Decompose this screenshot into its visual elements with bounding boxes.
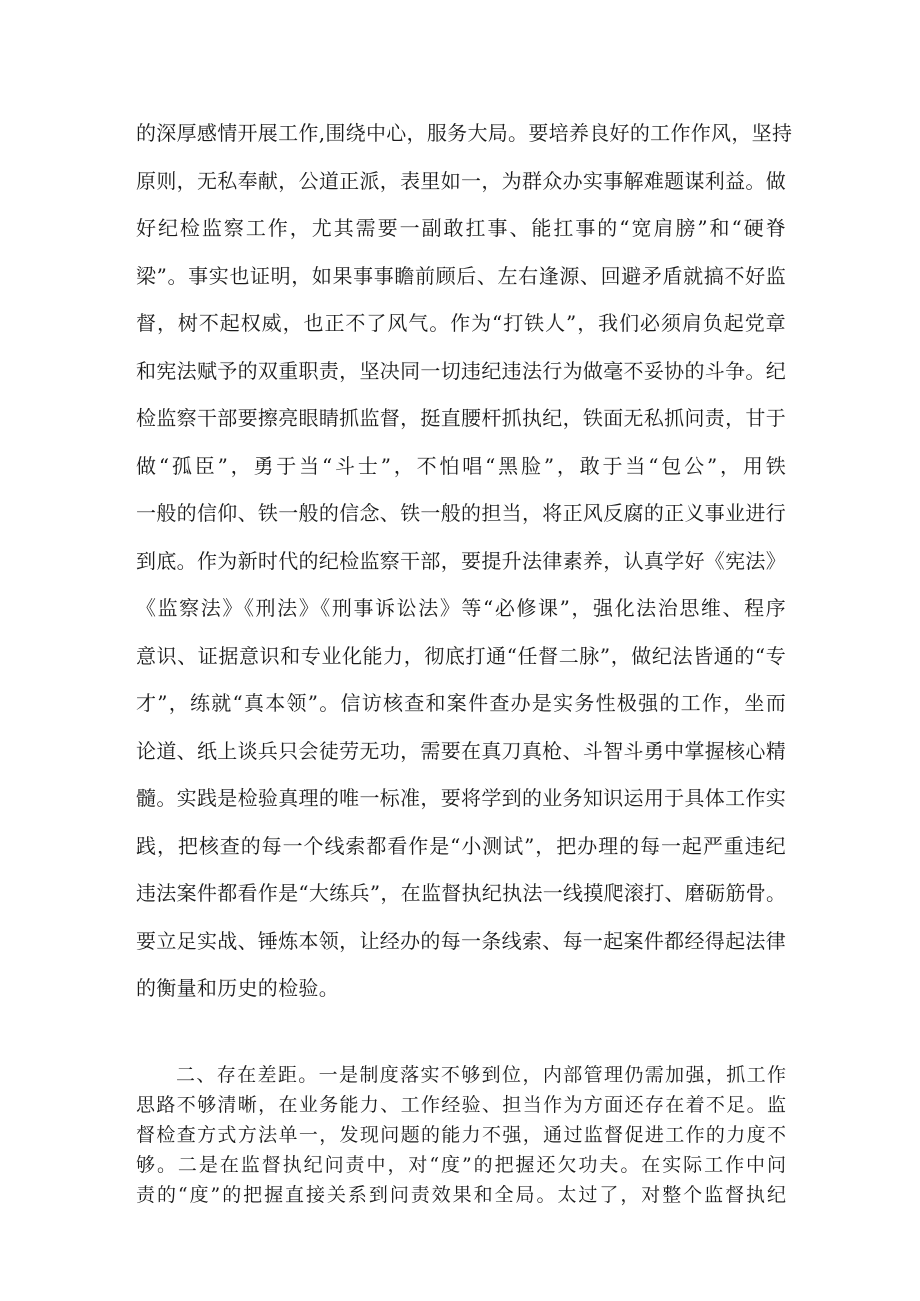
text-line: 思路不够清晰，在业务能力、工作经验、担当作为方面还存在着不足。监 [136, 1094, 786, 1116]
text-line: 和宪法赋予的双重职责，坚决同一切违纪违法行为做毫不妥协的斗争。纪 [136, 358, 786, 383]
text-line: 髓。实践是检验真理的唯一标准，要将学到的业务知识运用于具体工作实 [136, 786, 786, 810]
text-line: 才”，练就“真本领”。信访核查和案件查办是实务性极强的工作，坐而 [136, 691, 786, 715]
text-line: 要立足实战、锤炼本领，让经办的每一条线索、每一起案件都经得起法律 [136, 928, 786, 953]
text-line: 论道、纸上谈兵只会徒劳无功，需要在真刀真枪、斗智斗勇中掌握核心精 [136, 738, 786, 763]
text-line: 意识、证据意识和专业化能力，彻底打通“任督二脉”，做纪法皆通的“专 [136, 643, 786, 668]
text-line: 督，树不起权威，也正不了风气。作为“打铁人”，我们必须肩负起党章 [136, 311, 786, 335]
text-line: 梁”。事实也证明，如果事事瞻前顾后、左右逢源、回避矛盾就搞不好监 [136, 263, 786, 288]
body-paragraph-2 [136, 1060, 786, 1210]
text-line: 二、存在差距。一是制度落实不够到位，内部管理仍需加强，抓工作 [176, 1064, 786, 1086]
text-line: 一般的信仰、铁一般的信念、铁一般的担当，将正风反腐的正义事业进行 [136, 501, 786, 525]
text-line: 的深厚感情开展工作,围绕中心，服务大局。要培养良好的工作作风，坚持 [136, 121, 793, 145]
text-line: 够。二是在监督执纪问责中，对“度”的把握还欠功夫。在实际工作中问 [136, 1154, 786, 1176]
text-line: 督检查方式方法单一，发现问题的能力不强，通过监督促进工作的力度不 [136, 1124, 786, 1146]
text-line: 做“孤臣”，勇于当“斗士”，不怕唱“黑脸”，敢于当“包公”，用铁 [136, 453, 786, 478]
text-line: 违法案件都看作是“大练兵”，在监督执纪执法一线摸爬滚打、磨砺筋骨。 [136, 881, 787, 905]
text-line: 检监察干部要擦亮眼睛抓监督，挺直腰杆抓执纪，铁面无私抓问责，甘于 [136, 406, 786, 430]
text-line: 的衡量和历史的检验。 [136, 976, 339, 1000]
text-line: 到底。作为新时代的纪检监察干部，要提升法律素养，认真学好《宪法》 [136, 548, 786, 573]
text-line: 践，把核查的每一个线索都看作是“小测试”，把办理的每一起严重违纪 [136, 833, 786, 858]
text-line: 责的“度”的把握直接关系到问责效果和全局。太过了，对整个监督执纪 [136, 1184, 786, 1206]
body-paragraph-1 [136, 110, 793, 1013]
text-line: 原则，无私奉献，公道正派，表里如一，为群众办实事解难题谋利益。做 [136, 168, 786, 193]
text-line: 好纪检监察工作，尤其需要一副敢扛事、能扛事的“宽肩膀”和“硬脊 [136, 216, 786, 240]
text-line: 《监察法》《刑法》《刑事诉讼法》等“必修课”，强化法治思维、程序 [136, 596, 786, 620]
